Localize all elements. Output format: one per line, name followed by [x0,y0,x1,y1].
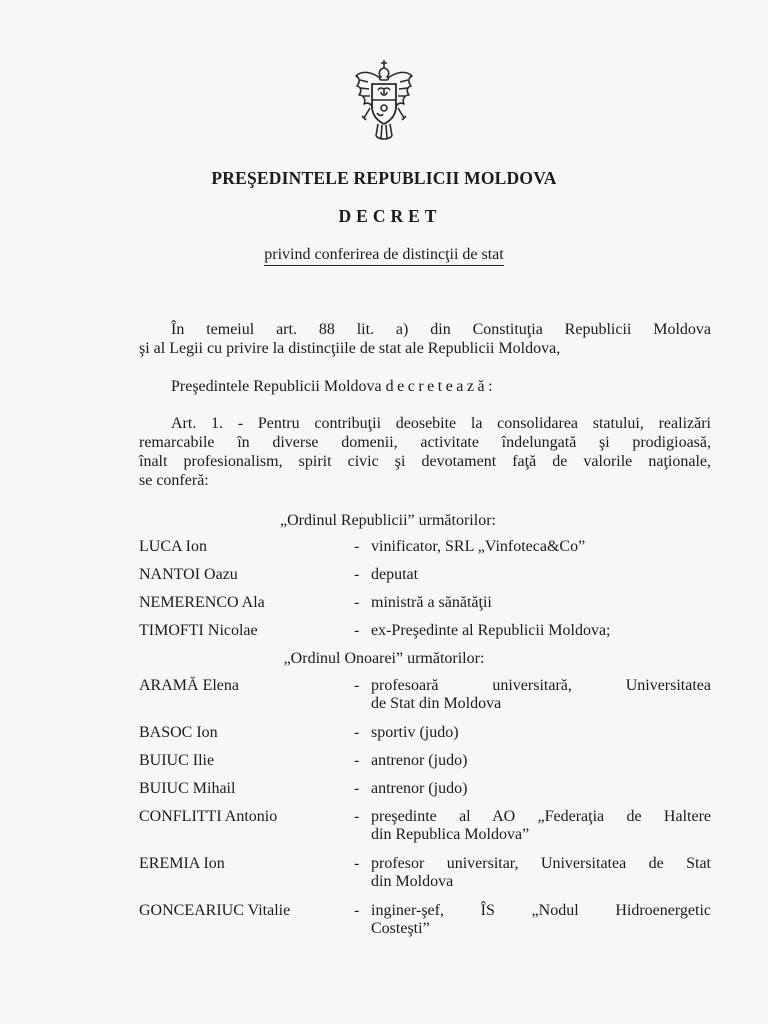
recipient-name: BUIUC Mihail [139,780,236,797]
recipient-name: BUIUC Ilie [139,752,215,769]
recipient-name: CONFLITTI Antonio [139,808,278,825]
decrees-verb: decretează: [385,378,497,395]
recipient-description-line: Costeşti” [371,920,430,937]
recipient-name: ARAMĂ Elena [139,677,239,694]
recipient-name: TIMOFTI Nicolae [139,622,258,639]
article-line: Art. 1. - Pentru contribuţii deosebite la consolidarea statului, realizări [171,415,711,432]
recipient-name: NANTOI Oazu [139,566,238,583]
recipient-description [371,808,711,844]
issuer-title: PREŞEDINTELE REPUBLICII MOLDOVA [211,168,557,188]
recipient-description: vinificator, SRL „Vinfoteca&Co” [371,538,586,555]
document-type: DECRET [338,206,442,226]
recipient-name: BASOC Ion [139,724,218,741]
recipient-dash: - [354,855,360,872]
recipient-dash: - [354,622,360,639]
order-heading-honor: „Ordinul Onoarei” următorilor: [283,650,485,667]
recipient-name: GONCEARIUC Vitalie [139,902,291,919]
recipient-description-line: de Stat din Moldova [371,695,502,712]
order-heading-republic: „Ordinul Republicii” următorilor: [280,512,496,529]
recipient-dash: - [354,677,360,694]
recipient-dash: - [354,752,360,769]
recipient-description: antrenor (judo) [371,780,468,797]
recipient-name: LUCA Ion [139,538,207,555]
recipient-description-line: inginer-şef, ÎS „Nodul Hidroenergetic [371,902,711,919]
preamble-line: În temeiul art. 88 lit. a) din Constituţia Republicii Moldova [171,321,711,338]
recipient-description: deputat [371,566,419,583]
preamble-paragraph [139,320,711,358]
recipient-dash: - [354,538,360,555]
recipient-description-line: din Moldova [371,873,454,890]
recipient-dash: - [354,780,360,797]
document-subject [0,246,768,264]
recipient-description-line: profesor universitar, Universitatea de Stat [371,855,711,872]
recipient-description: ministră a sănătăţii [371,594,492,611]
article-line: se conferă: [139,472,209,489]
recipient-description-line: profesoară universitară, Universitatea [371,677,711,694]
recipient-dash: - [354,724,360,741]
recipient-name: EREMIA Ion [139,855,225,872]
recipient-description-line: preşedinte al AO „Federaţia de Haltere [371,808,711,825]
article-1-paragraph [139,414,711,490]
preamble-line: şi al Legii cu privire la distincţiile de stat ale Republicii Moldova, [139,340,561,357]
recipient-dash: - [354,566,360,583]
document-subject-text: privind conferirea de distincţii de stat [264,246,503,266]
recipient-description-line: din Republica Moldova” [371,826,530,843]
recipient-description: ex-Preşedinte al Republicii Moldova; [371,622,611,639]
coat-of-arms-emblem [352,58,416,142]
recipient-dash: - [354,902,360,919]
recipient-description: antrenor (judo) [371,752,468,769]
recipient-dash: - [354,594,360,611]
recipient-description [371,902,711,938]
recipient-description: sportiv (judo) [371,724,459,741]
recipient-description [371,855,711,891]
recipient-description [371,677,711,713]
decrees-prefix: Preşedintele Republicii Moldova [171,378,386,395]
article-line: remarcabile în diverse domenii, activitate îndelungată şi prodigioasă, [139,434,711,451]
decrees-paragraph [139,377,711,396]
recipient-dash: - [354,808,360,825]
article-line: înalt profesionalism, spirit civic şi devotament faţă de valorile naţionale, [139,453,711,470]
recipient-name: NEMERENCO Ala [139,594,265,611]
